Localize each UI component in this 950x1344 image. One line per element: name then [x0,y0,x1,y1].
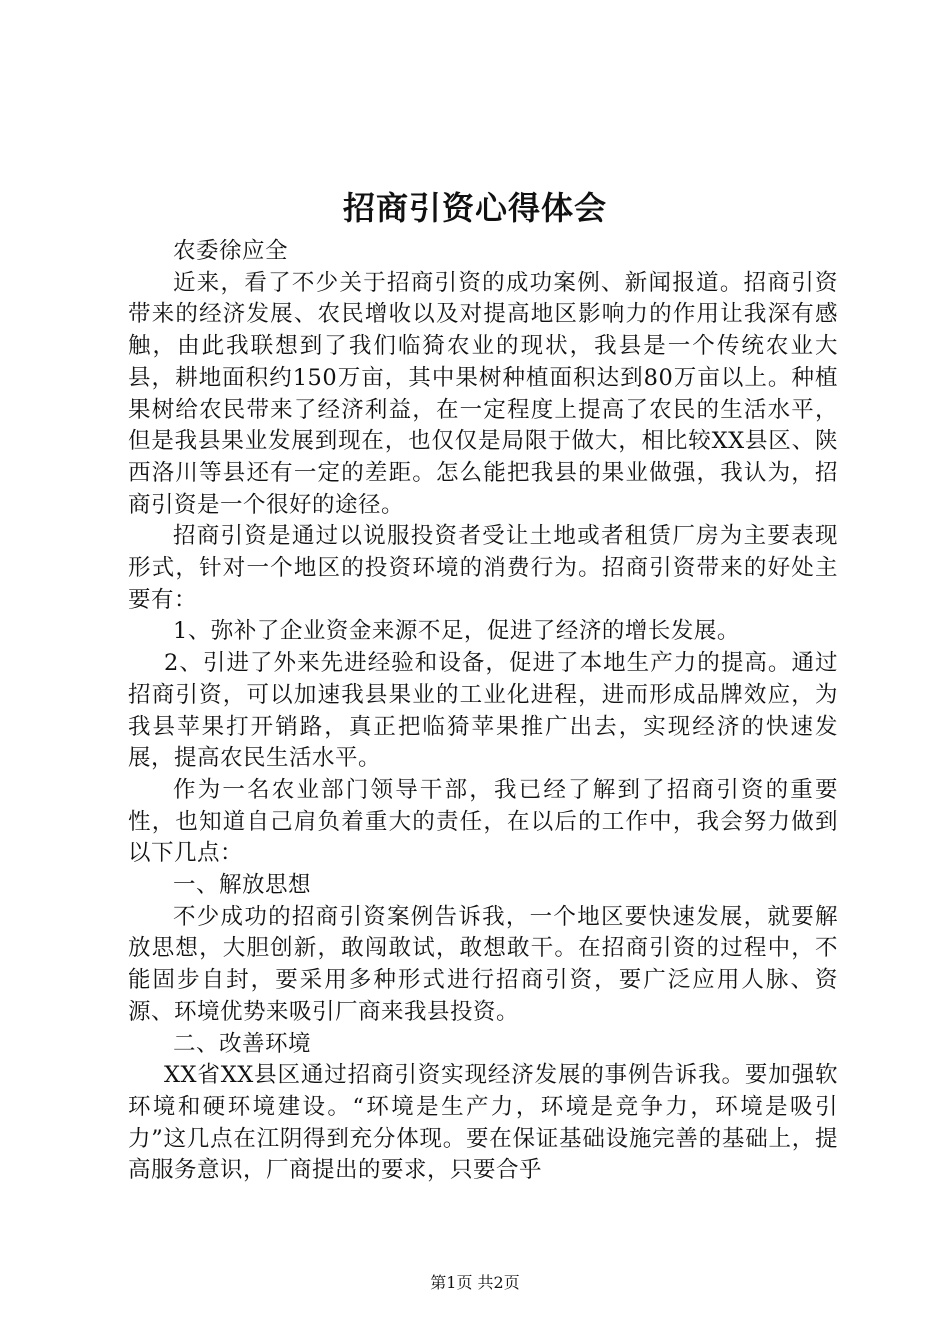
section-heading: 二、改善环境 [173,1030,312,1057]
list-item: 2、引进了外来先进经验和设备，促进了本地生产力的提高。通过招商引资，可以加速我县果业的工业化进程，进而形成品牌效应，为我县苹果打开销路，真正把临猗苹果推广出去，实现经济的快速发展，提高农民生活水平。 [128,650,838,772]
paragraph: 作为一名农业部门领导干部，我已经了解到了招商引资的重要性，也知道自己肩负着重大的责任，在以后的工作中，我会努力做到以下几点： [128,776,838,867]
document-body [128,236,838,1187]
section-heading: 一、解放思想 [173,872,312,899]
document-title: 招商引资心得体会 [342,189,607,227]
author-line: 农委徐应全 [173,238,289,264]
paragraph: XX省XX县区通过招商引资实现经济发展的事例告诉我。要加强软环境和硬环境建设。“环境是生产力，环境是竞争力，环境是吸引力”这几点在江阴得到充分体现。要在保证基础设施完善的基础上，提高服务意识，厂商提出的要求，只要合乎 [128,1062,838,1184]
paragraph: 不少成功的招商引资案例告诉我，一个地区要快速发展，就要解放思想，大胆创新，敢闯敢试，敢想敢干。在招商引资的过程中，不能固步自封，要采用多种形式进行招商引资，要广泛应用人脉、资源、环境优势来吸引厂商来我县投资。 [128,903,838,1025]
paragraph: 近来，看了不少关于招商引资的成功案例、新闻报道。招商引资带来的经济发展、农民增收以及对提高地区影响力的作用让我深有感触，由此我联想到了我们临猗农业的现状，我县是一个传统农业大县，耕地面积约150万亩，其中果树种植面积达到80万亩以上。种植果树给农民带来了经济利益，在一定程度上提高了农民的生活水平，但是我县果业发展到现在，也仅仅是局限于做大，相比较XX县区、陕西洛川等县还有一定的差距。怎么能把我县的果业做强，我认为，招商引资是一个很好的途径。 [128,269,838,518]
paragraph: 招商引资是通过以说服投资者受让土地或者租赁厂房为主要表现形式，针对一个地区的投资环境的消费行为。招商引资带来的好处主要有： [128,523,838,613]
list-item: 1、弥补了企业资金来源不足，促进了经济的增长发展。 [173,618,740,645]
page-footer: 第1页 共2页 [430,1273,520,1292]
